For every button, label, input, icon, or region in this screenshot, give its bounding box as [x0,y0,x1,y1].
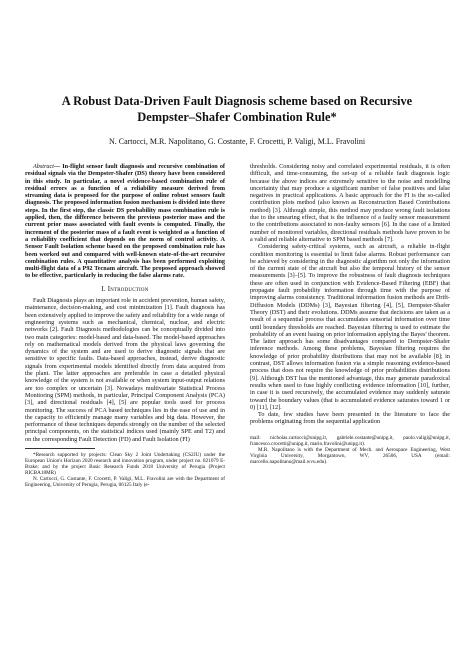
section-heading-introduction: I. Introduction [101,285,149,293]
right-column [250,163,450,465]
abstract-lead: Abstract [33,163,54,170]
footnote: N. Cartocci, G. Costante, F. Crocetti, P. Valigi, M.L. Fravolini are with the Department of Engineering, University of Perugia, Perugia, 06125 Italy (e- [25,476,225,489]
body-paragraph: Fault Diagnosis plays an important role in accident prevention, human safety, maintenance, decision-making, and cost minimization [1]. Fault diagnosis has been extensively applied to improve the safety and reliability for a wide range of engineering systems such as mechanical, chemical, nuclear, and electric networks [2]. Fault Diagnosis methodologies can be conceptually divided into two main categories: model-based and data-based. The model-based approaches rely on mathematical models derived from the physical laws governing the dynamics of the system and are used to derive diagnostic signals that are sensitive to specific faults. Data-based approaches, instead, derive diagnostic signals from experimental models identified directly from data acquired from the plant. The latter approaches are preferable in case a detailed physical knowledge of the system is not available or when system input-output relations are too complex or uncertain [3]. Nowadays multivariate Statistical Process Monitoring (SPM) methods, in particular, Principal Component Analysis (PCA) [3], and directional residuals [4], [5] are popular tools used for process monitoring. The success of PCA based techniques lies in the ease of use and in the capacity to efficiently manage many variables and big data. However, the performance of these techniques depends strongly on the number of the selected principal components, on the statistical indices used (mainly SPE and T2) and on the corresponding Fault Detection (FD) and Fault Isolation (FI) [25,297,225,443]
author-list: N. Cartocci, M.R. Napolitano, G. Costante, F. Crocetti, P. Valigi, M.L. Fravolini [108,137,366,146]
footnote-divider [25,448,95,449]
body-paragraph: thresholds. Considering noisy and correlated experimental residuals, it is often difficult, and time-consuming, the set-up of a reliable fault diagnosis logic because the above indices are extremely sensitive to the noise and modelling uncertainty that may produce a significant number of false positives and false negatives in practical applications. A basic approach for the FI is the so-called contribution plots method (also known as Reconstruction Based Contributions method) [3]. Although simple, this method may produce wrong fault isolations due to the smearing effect, that is the influence of a faulty sensor measurement to the contributions associated to non-faulty sensors [6]. In the case of a limited number of monitored variables, directional residuals methods have proven to be a valid and reliable alternative to SPM based methods [7]. [250,163,450,243]
body-paragraph: To date, few studies have been presented in the literature to face the problems originating from the sequential application [250,411,450,426]
footnote: mail: nicholas.cartocci@unipg.it, gabriele.costante@unipg.it, paolo.valigi@unipg.it, francesco.crocetti@unipg.it, mario.fravolini@unipg.it). [250,434,450,447]
abstract-text: — In-flight sensor fault diagnosis and recursive combination of residual signals via the Dempster-Shafer (DS) theory have been considered in this study. In particular, a novel evidence-based combination rule of residual errors as a function of a reliability measure derived from streaming data is proposed for the purpose of online robust sensors fault diagnosis. The proposed information fusion mechanism is divided into three steps. In the first step, the classic DS probability mass combination rule is applied, then, the difference between the previous posterior mass and the current prior mass associated with fault events is computed. Finally, the increment of the posterior mass of a fault event is weighted as a function of a reliability coefficient that depends on the norm of control activity. A Sensor Fault Isolation scheme based on the proposed combination rule has been worked out and compared with well-known state-of-the-art recursive combination rules. A quantitative analysis has been performed exploiting multi-flight data of a P92 Tecnam aircraft. The proposed approach showed to be effective, particularly in reducing the false alarms rate. [25,163,225,280]
body-paragraph: Considering safety-critical systems, such as aircraft, a reliable in-flight condition monitoring is essential to limit false alarms. Robust performance can be achieved by considering in the diagnostic algorithm not only the information of the current state of the aircraft but also the temporal history of the sensor measurements [3]–[5]. To improve the robustness of fault diagnosis techniques these are often used in conjunction with Evidence-Based Filtering (EBF) that propagate fault probability information through time with the purpose of improving alarms consistency. Traditional information fusion methods are Drift-Diffusion Models (DDMs) [3], Bayesian filtering [4], [5], Dempster-Shafer Theory (DST) and their evolutions. DDMs assume that decisions are taken as a result of a sequential process that accumulates sensorial information over time until boundary thresholds are reached. Bayesian filtering is used to estimate the probability of an event basing on prior information applying the Bayes' theorem. The latter approach has some disadvantages compared to Dempster-Shafer inference methods. Among these problems, Bayesian filtering requires the knowledge of prior probability distributions that may not be available [8]; in contrast, DST allows information fusion via a simple reasoning evidence-based process that does not require the knowledge of prior probabilities distributions [9]. Although DST has the mentioned advantage, this may generate paradoxical results when used to fuse highly conflicting evidence information [10], further, in case it is used recursively, the accumulated evidence may suddenly saturate toward the boundary values (that is accumulated evidence saturates toward 1 or 0) [11], [12]. [250,243,450,411]
footnote: *Research supported by projects: Clean Sky 2 Joint Undertaking (CS2JU) under the European Union's Horizon 2020 research and innovation program, under project no. 821079 E-Brake; and by the project Basic Research Funds 2018 University of Perugia (Project RICBA18MR) [25,451,225,477]
paper-title: A Robust Data-Driven Fault Diagnosis scheme based on Recursive Dempster–Shafer Combination Rule* [61,94,413,124]
footnote: M.R. Napolitano is with the Department of Mech. and Aerospace Engineering, West Virginia University, Morgantown, WV, 26506, USA (email: marcello.napolitano@mail.wvu.edu). [250,446,450,466]
abstract [25,163,225,280]
left-column [25,163,225,489]
footnotes-right [250,435,450,465]
footnotes-left [25,452,225,489]
